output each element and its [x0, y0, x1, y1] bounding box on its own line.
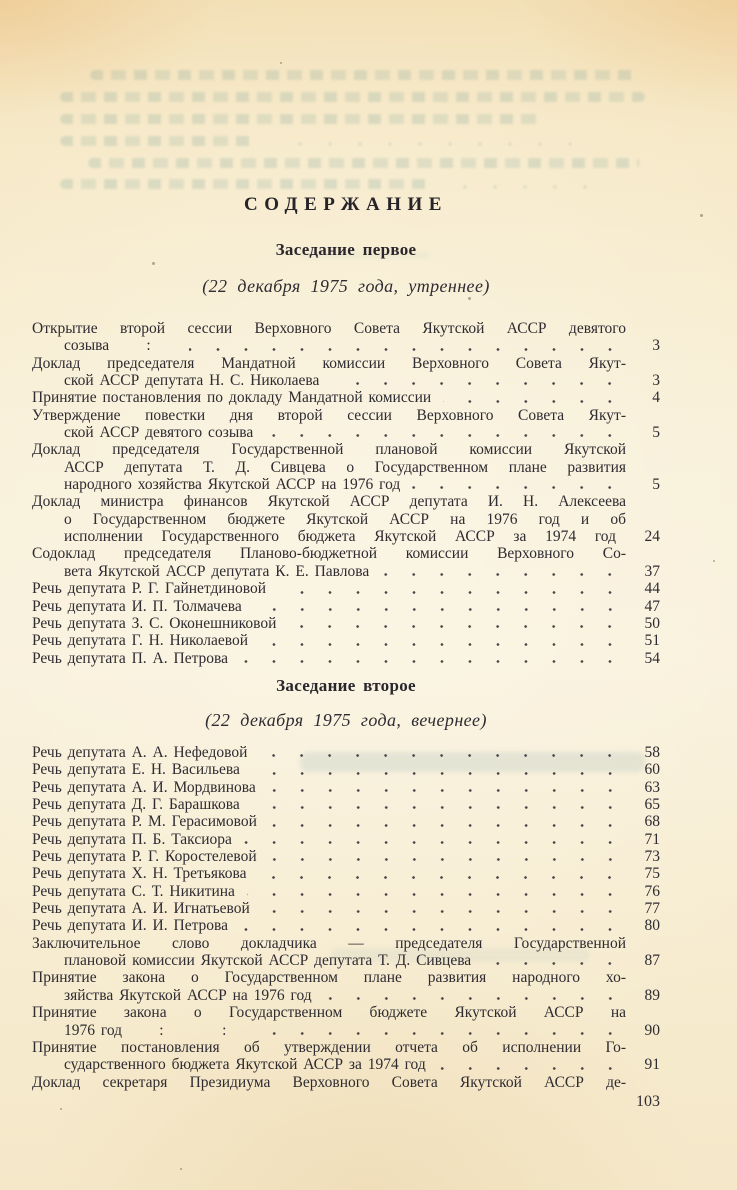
toc-entry-text: Речь депутата П. Б. Таксиора [32, 830, 232, 848]
toc-entry-text: ской АССР девятого созыва [64, 424, 254, 442]
toc-entry-text: Доклад председателя Мандатной комиссии Верховного Совета Якут- [32, 354, 626, 372]
session-1-toc-list [32, 320, 660, 667]
paper-speck [713, 560, 715, 562]
toc-line [32, 900, 660, 917]
toc-line [32, 563, 660, 580]
toc-entry-text: Речь депутата И. И. Петрова [32, 917, 229, 935]
toc-page-number: 51 [644, 632, 660, 650]
toc-entry-text: Речь депутата С. Т. Никитина [32, 882, 235, 900]
toc-entry-text: Речь депутата А. И. Мордвинова [32, 778, 256, 796]
paper-speck [280, 62, 282, 64]
toc-line [32, 744, 660, 761]
session-2-date: (22 декабря 1975 года, вечернее) [205, 710, 487, 730]
toc-line [32, 650, 660, 667]
session-2-heading: Заседание второе [276, 676, 416, 695]
toc-entry-text: Принятие закона о Государственном бюджете Якутской АССР на [32, 1004, 626, 1022]
dot-leader [240, 917, 624, 934]
toc-entry-text: зяйства Якутской АССР на 1976 год [64, 986, 312, 1004]
toc-line [32, 813, 660, 830]
toc-line [32, 337, 660, 354]
toc-entry-text: АССР депутата Т. Д. Сивцева о Государственном плане развития [64, 458, 626, 476]
paper-speck [180, 1168, 182, 1170]
toc-page-number: 77 [644, 900, 660, 918]
toc-line [32, 407, 660, 424]
toc-line [32, 1022, 660, 1039]
toc-line [32, 865, 660, 882]
toc-entry-text: Принятие постановления об утверждении отчета об исполнении Го- [32, 1038, 626, 1056]
dot-leader [254, 598, 624, 615]
toc-entry-text: Принятие закона о Государственном плане развития народного хо- [32, 969, 626, 987]
toc-entry-text: плановой комиссии Якутской АССР депутата Т. Д. Сивцева [64, 952, 472, 970]
dot-leader [443, 389, 624, 406]
dot-leader [262, 900, 624, 917]
toc-page-number: 4 [652, 389, 660, 407]
toc-line [32, 580, 660, 597]
toc-page-number: 89 [644, 986, 660, 1004]
toc-page-number: 68 [644, 813, 660, 831]
toc-line [32, 545, 660, 562]
toc-line [32, 1056, 660, 1073]
toc-entry-text: Речь депутата Р. М. Герасимовой [32, 813, 257, 831]
toc-page-number: 73 [644, 848, 660, 866]
toc-page-number: 3 [652, 372, 660, 390]
dot-leader [265, 1022, 624, 1039]
toc-line [32, 848, 660, 865]
toc-page-number: 87 [644, 952, 660, 970]
toc-line [32, 441, 660, 458]
toc-page-number: 37 [644, 562, 660, 580]
toc-line [32, 493, 660, 510]
toc-line [32, 779, 660, 796]
page-title: СОДЕРЖАНИЕ [244, 194, 448, 215]
toc-entry-text: Речь депутата А. А. Нефедовой [32, 744, 248, 761]
toc-entry-text: Утверждение повестки дня второй сессии Верховного Совета Якут- [32, 406, 626, 424]
toc-line [32, 459, 660, 476]
toc-page-number: 75 [644, 865, 660, 883]
toc-line [32, 389, 660, 406]
toc-entry-text: Речь депутата А. И. Игнатьевой [32, 900, 250, 918]
dot-leader [438, 1056, 624, 1073]
toc-entry-text: Доклад председателя Государственной плановой комиссии Якутской [32, 441, 626, 459]
toc-entry-text: Открытие второй сессии Верховного Совета Якутской АССР девятого [32, 320, 626, 337]
toc-line [32, 355, 660, 372]
toc-line [32, 511, 660, 528]
toc-page-number: 65 [644, 796, 660, 814]
dot-leader [381, 563, 624, 580]
toc-line [32, 372, 660, 389]
paper-speck [152, 262, 155, 265]
dot-leader [288, 615, 624, 632]
session-2-toc-list [32, 744, 660, 1091]
toc-entry-colon: : : [159, 1021, 253, 1039]
toc-entry-text: исполнении Государственного бюджета Якутской АССР за 1974 год [64, 528, 616, 546]
toc-entry-text: Речь депутата Г. Н. Николаевой [32, 632, 249, 650]
toc-line [32, 831, 660, 848]
toc-page-number: 47 [644, 597, 660, 615]
toc-line [32, 883, 660, 900]
toc-page-number: 5 [652, 424, 660, 442]
dot-leader [269, 848, 624, 865]
toc-line [32, 598, 660, 615]
toc-entry-text: народного хозяйства Якутской АССР на 1976 год [64, 476, 401, 494]
dot-leader [252, 796, 624, 813]
dot-leader [244, 831, 624, 848]
toc-entry-text: Речь депутата Х. Н. Третьякова [32, 865, 247, 883]
toc-page-number: 3 [652, 337, 660, 355]
toc-entry-text: сударственного бюджета Якутской АССР за 1974 год [64, 1056, 426, 1074]
toc-line [32, 528, 660, 545]
toc-line [32, 761, 660, 778]
toc-line [32, 987, 660, 1004]
toc-line [32, 1074, 660, 1091]
dot-leader [265, 424, 624, 441]
toc-entry-text: Содоклад председателя Планово-бюджетной комиссии Верховного Со- [32, 545, 626, 563]
toc-entry-text: Принятие постановления по докладу Мандатной комиссии [32, 389, 432, 407]
toc-line [32, 632, 660, 649]
session-1-heading: Заседание первое [275, 240, 417, 259]
dot-leader [247, 883, 624, 900]
dot-leader [240, 650, 624, 667]
paper-speck [468, 297, 471, 300]
toc-line [32, 935, 660, 952]
dot-leader [412, 476, 624, 493]
toc-page-number: 71 [644, 830, 660, 848]
toc-page-number: 24 [644, 528, 660, 546]
dot-leader [278, 580, 624, 597]
toc-entry-text: о Государственном бюджете Якутской АССР на 1976 год и об [64, 510, 626, 528]
toc-entry-text: Речь депутата З. С. Оконешниковой [32, 614, 277, 632]
dot-leader [260, 632, 624, 649]
toc-line [32, 1004, 660, 1021]
toc-entry-text: Речь депутата П. А. Петрова [32, 649, 229, 667]
toc-entry-text: Доклад секретаря Президиума Верховного Совета Якутской АССР де- [32, 1073, 626, 1091]
dot-leader [252, 761, 624, 778]
toc-page-number: 50 [644, 614, 660, 632]
toc-page-number: 60 [644, 761, 660, 779]
dot-leader [269, 813, 624, 830]
toc-entry-text: Заключительное слово докладчика — председателя Государственной [32, 934, 626, 952]
toc-page-number: 91 [644, 1056, 660, 1074]
toc-entry-text: 1976 год [64, 1021, 123, 1039]
toc-entry-text: созыва [64, 337, 110, 355]
dot-leader [483, 952, 624, 969]
toc-entry-text: Доклад министра финансов Якутской АССР депутата И. Н. Алексеева [32, 493, 626, 511]
dot-leader [259, 744, 624, 761]
toc-page-number: 63 [644, 778, 660, 796]
toc-page-number: 44 [644, 580, 660, 598]
toc-line [32, 952, 660, 969]
toc-line [32, 1039, 660, 1056]
dot-leader [268, 779, 624, 796]
toc-page-number: 80 [644, 917, 660, 935]
dot-leader [258, 865, 624, 882]
toc-line [32, 476, 660, 493]
toc-entry-text: Речь депутата Р. Г. Коростелевой [32, 848, 257, 866]
toc-entry-text: Речь депутата Р. Г. Гайнетдиновой [32, 580, 266, 598]
toc-page-number: 76 [644, 882, 660, 900]
dot-leader [324, 987, 624, 1004]
paper-speck [700, 214, 703, 217]
toc-page-number: 58 [644, 744, 660, 761]
toc-page-number: 5 [652, 476, 660, 494]
toc-line [32, 917, 660, 934]
toc-line [32, 424, 660, 441]
toc-line [32, 796, 660, 813]
toc-line [32, 615, 660, 632]
dot-leader [331, 372, 624, 389]
toc-entry-text: Речь депутата И. П. Толмачева [32, 597, 242, 615]
dot-leader [189, 337, 624, 354]
toc-line [32, 969, 660, 986]
toc-page-number: 54 [644, 649, 660, 667]
toc-entry-colon: : [146, 337, 178, 355]
folio-page-number: 103 [636, 1093, 660, 1110]
toc-entry-text: ской АССР депутата Н. С. Николаева [64, 372, 320, 390]
toc-entry-text: Речь депутата Е. Н. Васильева [32, 761, 240, 779]
toc-entry-text: вета Якутской АССР депутата К. Е. Павлова [64, 562, 370, 580]
toc-page-number: 90 [644, 1021, 660, 1039]
toc-entry-text: Речь депутата Д. Г. Барашкова [32, 796, 240, 814]
session-1-date: (22 декабря 1975 года, утреннее) [202, 276, 490, 296]
toc-line [32, 320, 660, 337]
